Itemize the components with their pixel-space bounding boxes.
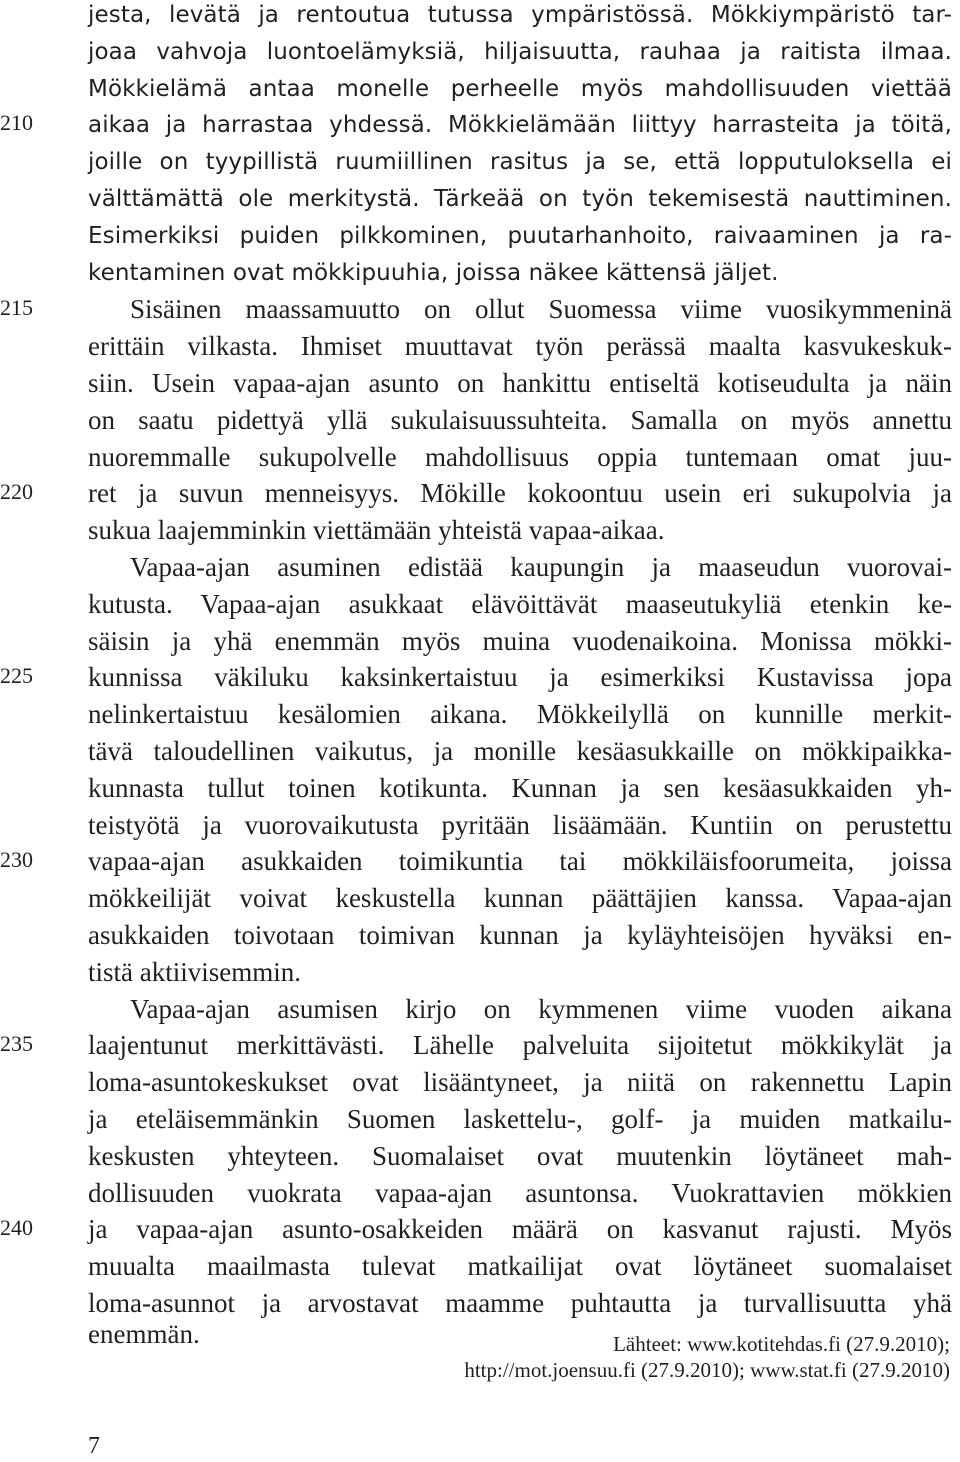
text-line: nuoremmalle sukupolvelle mahdollisuus oppia tuntemaan omat juu-: [88, 442, 952, 472]
text-line: asukkaiden toivotaan toimivan kunnan ja kyläyhteisöjen hyväksi en-: [88, 920, 952, 950]
text-line: nelinkertaistuu kesälomien aikana. Mökkeilyllä on kunnille merkit-: [88, 699, 952, 729]
text-line: joille on tyypillistä ruumiillinen rasitus ja se, että lopputuloksella ei: [88, 149, 952, 175]
text-line: loma-asuntokeskukset ovat lisääntyneet, ja niitä on rakennettu Lapin: [88, 1067, 952, 1097]
text-line: jesta, levätä ja rentoutua tutussa ympäristössä. Mökkiympäristö tar-: [88, 2, 952, 28]
sources-line: http://mot.joensuu.fi (27.9.2010); www.stat.fi (27.9.2010): [464, 1358, 950, 1382]
text-line: dollisuuden vuokrata vapaa-ajan asuntonsa. Vuokrattavien mökkien: [88, 1178, 952, 1208]
text-line: Vapaa-ajan asumisen kirjo on kymmenen viime vuoden aikana: [130, 994, 952, 1024]
text-line: siin. Usein vapaa-ajan asunto on hankittu entiseltä kotiseudulta ja näin: [88, 368, 952, 398]
text-line: teistyötä ja vuorovaikutusta pyritään lisäämään. Kuntiin on perustettu: [88, 810, 952, 840]
text-line: säisin ja yhä enemmän myös muina vuodenaikoina. Monissa mökki-: [88, 626, 952, 656]
text-line: keskusten yhteyteen. Suomalaiset ovat muutenkin löytäneet mah-: [88, 1141, 952, 1171]
line-number: 210: [0, 110, 33, 135]
text-line: kunnasta tullut toinen kotikunta. Kunnan ja sen kesäasukkaiden yh-: [88, 773, 952, 803]
line-number: 240: [0, 1215, 33, 1240]
line-number: 230: [0, 847, 33, 872]
text-line: kutusta. Vapaa-ajan asukkaat elävöittävät maaseutukyliä etenkin ke-: [88, 589, 952, 619]
text-line: kentaminen ovat mökkipuuhia, joissa näkee kättensä jäljet.: [88, 260, 779, 286]
sources-line: Lähteet: www.kotitehdas.fi (27.9.2010);: [613, 1332, 950, 1356]
text-line: laajentunut merkittävästi. Lähelle palveluita sijoitetut mökkikylät ja: [88, 1030, 952, 1060]
text-line: tävä taloudellinen vaikutus, ja monille kesäasukkaille on mökkipaikka-: [88, 736, 952, 766]
text-line: Mökkielämä antaa monelle perheelle myös mahdollisuuden viettää: [88, 76, 952, 102]
text-line: erittäin vilkasta. Ihmiset muuttavat työn perässä maalta kasvukeskuk-: [88, 331, 952, 361]
text-line: loma-asunnot ja arvostavat maamme puhtautta ja turvallisuutta yhä: [88, 1288, 952, 1318]
text-line: joaa vahvoja luontoelämyksiä, hiljaisuutta, rauhaa ja raitista ilmaa.: [88, 39, 952, 65]
text-line: sukua laajemminkin viettämään yhteistä vapaa-aikaa.: [88, 515, 665, 545]
line-number: 225: [0, 663, 33, 688]
text-line: kunnissa väkiluku kaksinkertaistuu ja esimerkiksi Kustavissa jopa: [88, 662, 952, 692]
text-line: mökkeilijät voivat keskustella kunnan päättäjien kanssa. Vapaa-ajan: [88, 883, 952, 913]
text-line: enemmän.: [88, 1319, 200, 1349]
line-number: 215: [0, 295, 33, 320]
text-line: Sisäinen maassamuutto on ollut Suomessa viime vuosikymmeninä: [130, 294, 952, 324]
line-number: 235: [0, 1031, 33, 1056]
text-line: on saatu pidettyä yllä sukulaisuussuhteita. Samalla on myös annettu: [88, 405, 952, 435]
text-line: muualta maailmasta tulevat matkailijat ovat löytäneet suomalaiset: [88, 1251, 952, 1281]
text-line: Vapaa-ajan asuminen edistää kaupungin ja maaseudun vuorovai-: [130, 552, 952, 582]
text-line: ja vapaa-ajan asunto-osakkeiden määrä on kasvanut rajusti. Myös: [88, 1214, 952, 1244]
line-number: 220: [0, 479, 33, 504]
text-line: Esimerkiksi puiden pilkkominen, puutarhanhoito, raivaaminen ja ra-: [88, 223, 952, 249]
text-line: vapaa-ajan asukkaiden toimikuntia tai mökkiläisfoorumeita, joissa: [88, 846, 952, 876]
text-line: ja eteläisemmänkin Suomen laskettelu-, golf- ja muiden matkailu-: [88, 1104, 952, 1134]
text-line: ret ja suvun menneisyys. Mökille kokoontuu usein eri sukupolvia ja: [88, 478, 952, 508]
text-line: välttämättä ole merkitystä. Tärkeää on työn tekemisestä nauttiminen.: [88, 186, 952, 212]
page-number: 7: [88, 1433, 100, 1459]
text-line: tistä aktiivisemmin.: [88, 957, 301, 987]
text-line: aikaa ja harrastaa yhdessä. Mökkielämään liittyy harrasteita ja töitä,: [88, 112, 952, 138]
